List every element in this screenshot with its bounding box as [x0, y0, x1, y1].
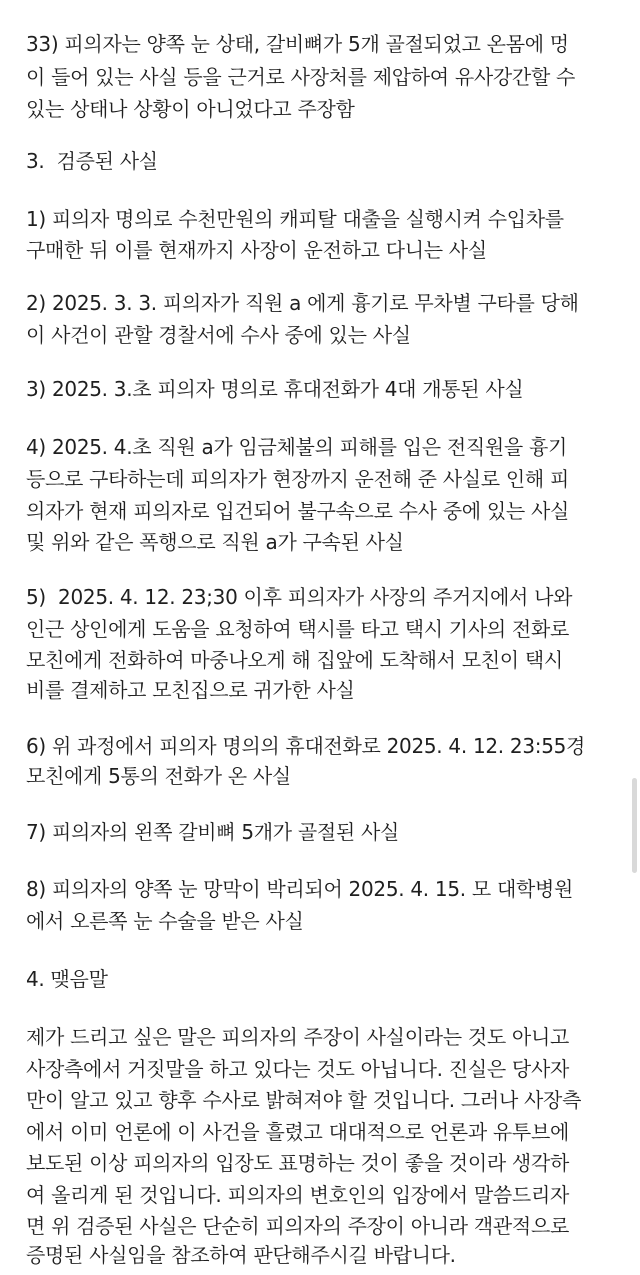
text-line: 있는 상태나 상황이 아니었다고 주장함 — [26, 97, 355, 121]
vertical-scrollbar[interactable] — [632, 778, 637, 873]
text-line: 33) 피의자는 양쪽 눈 상태, 갈비뼈가 5개 골절되었고 온몸에 멍 — [26, 32, 569, 56]
text-line: 에서 이미 언론에 이 사건을 흘렸고 대대적으로 언론과 유투브에 — [26, 1120, 569, 1144]
text-line: 증명된 사실임을 참조하여 판단해주시길 바랍니다. — [26, 1243, 456, 1267]
text-line: 의자가 현재 피의자로 입건되어 불구속으로 수사 중에 있는 사실 — [26, 499, 569, 523]
text-line: 만이 알고 있고 향후 수사로 밝혀져야 할 것입니다. 그러나 사장측 — [26, 1088, 582, 1112]
text-line: 제가 드리고 싶은 말은 피의자의 주장이 사실이라는 것도 아니고 — [26, 1025, 569, 1049]
text-line: 등으로 구타하는데 피의자가 현장까지 운전해 준 사실로 인해 피 — [26, 467, 569, 491]
text-line: 7) 피의자의 왼쪽 갈비뼈 5개가 골절된 사실 — [26, 820, 400, 844]
text-line: 5) 2025. 4. 12. 23;30 이후 피의자가 사장의 주거지에서 나와 — [26, 585, 573, 609]
text-line: 보도된 이상 피의자의 입장도 표명하는 것이 좋을 것이라 생각하 — [26, 1151, 569, 1175]
text-line: 여 올리게 된 것입니다. 피의자의 변호인의 입장에서 말씀드리자 — [26, 1183, 569, 1207]
text-line: 1) 피의자 명의로 수천만원의 캐피탈 대출을 실행시켜 수입차를 — [26, 207, 564, 231]
text-line: 3) 2025. 3.초 피의자 명의로 휴대전화가 4대 개통된 사실 — [26, 377, 524, 401]
text-line: 모친에게 전화하여 마중나오게 해 집앞에 도착해서 모친이 택시 — [26, 648, 563, 672]
text-line: 면 위 검증된 사실은 단순히 피의자의 주장이 아니라 객관적으로 — [26, 1214, 569, 1238]
text-line: 구매한 뒤 이를 현재까지 사장이 운전하고 다니는 사실 — [26, 238, 487, 262]
text-line: 4) 2025. 4.초 직원 a가 임금체불의 피해를 입은 전직원을 흉기 — [26, 435, 568, 459]
text-line: 6) 위 과정에서 피의자 명의의 휴대전화로 2025. 4. 12. 23:55경 — [26, 734, 586, 758]
section-heading: 3. 검증된 사실 — [26, 149, 158, 173]
text-line: 에서 오른쪽 눈 수술을 받은 사실 — [26, 909, 304, 933]
text-line: 인근 상인에게 도움을 요청하여 택시를 타고 택시 기사의 전화로 — [26, 617, 569, 641]
text-line: 2) 2025. 3. 3. 피의자가 직원 a 에게 흉기로 무차별 구타를 당해 — [26, 291, 579, 315]
section-heading: 4. 맺음말 — [26, 967, 108, 991]
text-line: 모친에게 5통의 전화가 온 사실 — [26, 764, 291, 788]
text-line: 이 사건이 관할 경찰서에 수사 중에 있는 사실 — [26, 323, 411, 347]
document-body — [26, 0, 626, 1275]
text-line: 비를 결제하고 모친집으로 귀가한 사실 — [26, 678, 355, 702]
text-line: 사장측에서 거짓말을 하고 있다는 것도 아닙니다. 진실은 당사자 — [26, 1057, 569, 1081]
text-line: 8) 피의자의 양쪽 눈 망막이 박리되어 2025. 4. 15. 모 대학병원 — [26, 877, 574, 901]
text-line: 및 위와 같은 폭행으로 직원 a가 구속된 사실 — [26, 530, 404, 554]
text-line: 이 들어 있는 사실 등을 근거로 사장처를 제압하여 유사강간할 수 — [26, 65, 576, 89]
